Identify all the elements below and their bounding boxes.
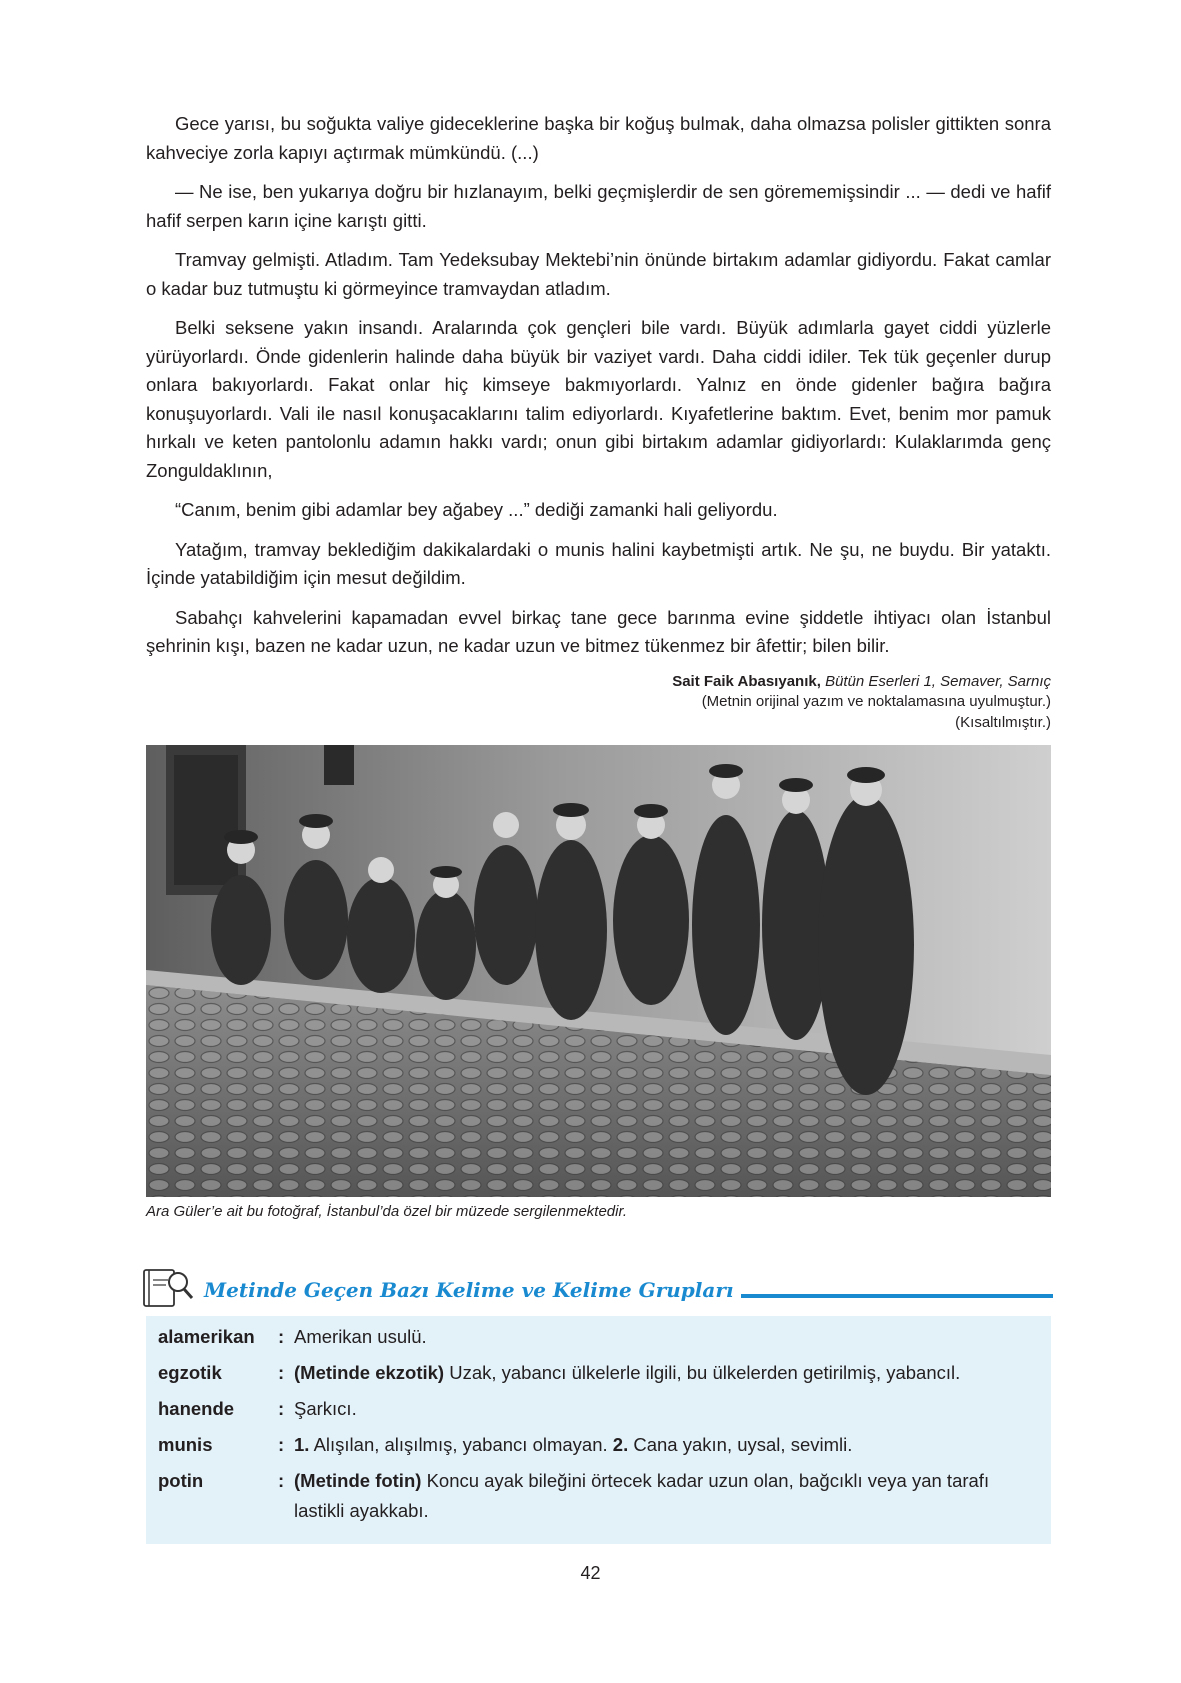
definition: (Metinde fotin) Koncu ayak bileğini örtecek kadar uzun olan, bağcıklı veya yan tarafı lastikli ayakkabı. bbox=[294, 1470, 990, 1521]
paragraph: Tramvay gelmişti. Atladım. Tam Yedeksubay Mektebi’nin önünde birtakım adamlar gidiyordu. Fakat camlar o kadar buz tutmuştu ki görmeyince tramvaydan atladım. bbox=[146, 249, 1051, 299]
term: egzotik bbox=[158, 1362, 222, 1383]
paragraph: Sabahçı kahvelerini kapamadan evvel birkaç tane gece barınma evine şiddetle ihtiyacı olan İstanbul şehrinin kışı, bazen ne kadar uzun, ne kadar uzun ve bitmez tükenmez bir âfettir; bilen bilir. bbox=[146, 606, 1051, 656]
paragraph: Gece yarısı, bu soğukta valiye gideceklerine başka bir koğuş bulmak, daha olmazsa polisler gittikten sonra kahveciye zorla kapıyı açtırmak mümkündü. (...) bbox=[146, 113, 1051, 163]
paragraph: Yatağım, tramvay beklediğim dakikalardaki o munis halini kaybetmişti artık. Ne şu, ne buydu. Bir yataktı. İçinde yatabildiğim için mesut değildim. bbox=[146, 538, 1051, 588]
definition: 1. Alışılan, alışılmış, yabancı olmayan. 2. Cana yakın, uysal, sevimli. bbox=[294, 1434, 853, 1455]
vocabulary-box bbox=[146, 1316, 1051, 1544]
definition: Şarkıcı. bbox=[294, 1398, 357, 1419]
term: hanende bbox=[158, 1398, 235, 1419]
photo-caption: Ara Güler’e ait bu fotoğraf, İstanbul’da özel bir müzede sergilenmektedir. bbox=[146, 1203, 628, 1220]
source-note: (Kısaltılmıştır.) bbox=[955, 713, 1051, 731]
definition: (Metinde ekzotik) Uzak, yabancı ülkelerle ilgili, bu ülkelerden getirilmiş, yabancıl. bbox=[294, 1362, 961, 1383]
term: alamerikan bbox=[158, 1326, 255, 1347]
source-note: (Metnin orijinal yazım ve noktalamasına uyulmuştur.) bbox=[701, 693, 1051, 710]
vocabulary-header bbox=[142, 1266, 1053, 1310]
main-text bbox=[146, 110, 1051, 1220]
source-citation bbox=[146, 672, 1051, 734]
definition: Amerikan usulü. bbox=[294, 1326, 427, 1347]
term: potin bbox=[158, 1470, 204, 1491]
page-number: 42 bbox=[580, 1563, 601, 1583]
source-author: Sait Faik Abasıyanık, bbox=[672, 672, 821, 690]
vocabulary-entry: munis : 1. Alışılan, alışılmış, yabancı olmayan. 2. Cana yakın, uysal, sevimli. bbox=[146, 1430, 1051, 1460]
workers-photo bbox=[146, 745, 1051, 1197]
book-magnifier-icon bbox=[142, 1266, 194, 1310]
source-work: Bütün Eserleri 1, Semaver, Sarnıç bbox=[825, 672, 1051, 690]
paragraph: — Ne ise, ben yukarıya doğru bir hızlanayım, belki geçmişlerdir de sen görememişsindir ... — dedi ve hafif hafif serpen karın içine karıştı gitti. bbox=[146, 181, 1051, 231]
term: munis bbox=[158, 1434, 213, 1455]
vocabulary-entry: alamerikan : Amerikan usulü. bbox=[146, 1322, 1051, 1352]
vocabulary-entry: potin : (Metinde fotin) Koncu ayak bileğini örtecek kadar uzun olan, bağcıklı veya yan tarafı lastikli ayakkabı. bbox=[146, 1466, 1051, 1526]
vocabulary-entry: egzotik : (Metinde ekzotik) Uzak, yabancı ülkelerle ilgili, bu ülkelerden getirilmiş, yabancıl. bbox=[146, 1358, 1051, 1388]
vocabulary-title: Metinde Geçen Bazı Kelime ve Kelime Grupları bbox=[204, 1278, 741, 1302]
vocabulary-entry: hanende : Şarkıcı. bbox=[146, 1394, 1051, 1424]
paragraph: Belki seksene yakın insandı. Aralarında çok gençleri bile vardı. Büyük adımlarla gayet ciddi yüzlerle yürüyorlardı. Önde gidenlerin halinde daha büyük bir vaziyet vardı. Daha ciddi idiler. Tek tük geçenler durup onlara bakıyorlardı. Fakat onlar hiç kimseye bakmıyorlardı. Yalnız en önde gidenler bağıra bağıra konuşuyorlardı. Vali ile nasıl konuşacaklarını talim ediyorlardı. Kıyafetlerine baktım. Evet, benim mor pamuk hırkalı ve keten pantolonlu adamın hakkı vardı; onun gibi birtakım adamlar gidiyorlardı: Kulaklarımda genç Zonguldaklının, bbox=[146, 317, 1051, 481]
paragraph: “Canım, benim gibi adamlar bey ağabey ...” dediği zamanki hali geliyordu. bbox=[175, 499, 778, 520]
